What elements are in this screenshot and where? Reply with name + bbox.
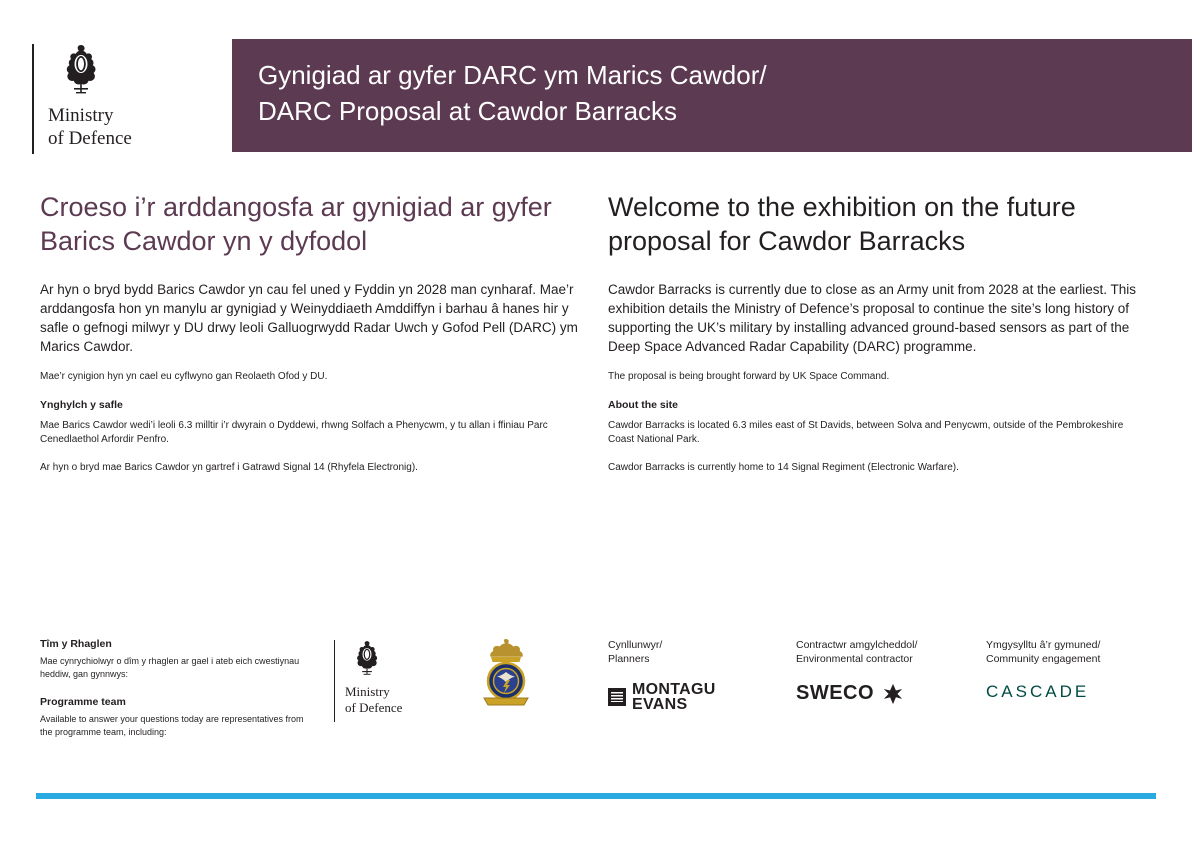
mod-logo-line1: Ministry bbox=[345, 684, 390, 699]
page-header bbox=[0, 0, 1192, 152]
partner-planners-label-english: Planners bbox=[608, 653, 650, 665]
welsh-note: Mae’r cynigion hyn yn cael eu cyflwyno gan Reolaeth Ofod y DU. bbox=[40, 371, 328, 382]
mod-logo-line1: Ministry bbox=[48, 105, 114, 126]
welsh-paragraph-2: Ar hyn o bryd mae Barics Cawdor yn gartref i Gatrawd Signal 14 (Rhyfela Electronig). bbox=[40, 462, 418, 473]
mod-logo-footer bbox=[334, 640, 454, 722]
programme-team-heading-welsh: Tîm y Rhaglen bbox=[40, 638, 112, 650]
montagu-evans-logo bbox=[608, 682, 716, 712]
partner-planners-label bbox=[608, 638, 716, 666]
welsh-subheading: Ynghylch y safle bbox=[40, 399, 123, 411]
english-paragraph-1: Cawdor Barracks is located 6.3 miles east of St Davids, between Solva and Penycwm, outside of the Pembrokeshire Coast National Park. bbox=[608, 420, 1124, 445]
partner-planners bbox=[608, 638, 716, 712]
partner-planners-label-welsh: Cynllunwyr/ bbox=[608, 639, 663, 651]
english-lead-paragraph: Cawdor Barracks is currently due to close as an Army unit from 2028 at the earliest. This exhibition details the Ministry of Defence’s proposal to continue the site’s long history of supporting the UK’s military by installing advanced ground-based sensors as part of the Deep Space Advanced Radar Capability (DARC) programme. bbox=[608, 282, 1136, 354]
bottom-accent-rule bbox=[36, 793, 1156, 799]
partner-community-label-english: Community engagement bbox=[986, 653, 1101, 665]
partner-environmental-label-english: Environmental contractor bbox=[796, 653, 913, 665]
montagu-evans-line2: EVANS bbox=[632, 696, 688, 713]
montagu-evans-mark-icon bbox=[608, 688, 626, 706]
sweco-logo bbox=[796, 682, 917, 705]
page-title bbox=[258, 57, 1158, 129]
mod-logo bbox=[32, 44, 202, 154]
welsh-heading: Croeso i’r arddangosfa ar gynigiad ar gyfer Barics Cawdor yn y dyfodol bbox=[40, 192, 552, 256]
welsh-lead-paragraph: Ar hyn o bryd bydd Barics Cawdor yn cau fel uned y Fyddin yn 2028 man cynharaf. Mae’r arddangosfa hon yn manylu ar gynigiad y Weinyddiaeth Amddiffyn i barhau â hanes hir y safle o gefnogi milwyr y DU drwy leoli Galluogrwydd Radar Uwch y Gofod Pell (DARC) ym Marics Cawdor. bbox=[40, 282, 578, 354]
english-column bbox=[608, 190, 1148, 489]
programme-team-body-welsh: Mae cynrychiolwyr o dîm y rhaglen ar gael i ateb eich cwestiynau heddiw, gan gynnwys: bbox=[40, 656, 300, 679]
page-title-welsh: Gynigiad ar gyfer DARC ym Marics Cawdor/ bbox=[258, 60, 767, 90]
partner-environmental-label bbox=[796, 638, 917, 666]
page-title-english: DARC Proposal at Cawdor Barracks bbox=[258, 96, 678, 126]
english-note: The proposal is being brought forward by UK Space Command. bbox=[608, 371, 890, 382]
mod-crest-icon bbox=[351, 640, 383, 677]
mod-logo-wordmark bbox=[345, 684, 454, 716]
welsh-paragraph-1: Mae Barics Cawdor wedi’i leoli 6.3 milltir i’r dwyrain o Dyddewi, rhwng Solfach a Phenycwm, y tu allan i ffiniau Parc Cenedlaethol Arfordir Penfro. bbox=[40, 420, 548, 445]
mod-crest-icon bbox=[58, 44, 104, 96]
regimental-crest-icon bbox=[478, 636, 534, 716]
english-subheading: About the site bbox=[608, 399, 678, 411]
programme-team-body-english: Available to answer your questions today are representatives from the programme team, including: bbox=[40, 714, 304, 737]
partner-environmental-label-welsh: Contractwr amgylcheddol/ bbox=[796, 639, 918, 651]
english-paragraph-2: Cawdor Barracks is currently home to 14 Signal Regiment (Electronic Warfare). bbox=[608, 462, 959, 473]
sweco-mark-icon bbox=[882, 683, 904, 705]
programme-team-heading-english: Programme team bbox=[40, 696, 126, 708]
partner-community-label-welsh: Ymgysylltu â’r gymuned/ bbox=[986, 639, 1101, 651]
montagu-evans-line1: MONTAGU bbox=[632, 681, 716, 698]
welsh-column bbox=[40, 190, 580, 489]
mod-logo-line2: of Defence bbox=[345, 700, 403, 715]
partner-environmental bbox=[796, 638, 917, 705]
sweco-wordmark: SWECO bbox=[796, 682, 875, 704]
partner-community bbox=[986, 638, 1100, 702]
english-heading: Welcome to the exhibition on the future proposal for Cawdor Barracks bbox=[608, 192, 1076, 256]
partner-community-label bbox=[986, 638, 1100, 666]
mod-logo-line2: of Defence bbox=[48, 128, 132, 149]
montagu-evans-wordmark bbox=[632, 682, 716, 712]
programme-team-block bbox=[40, 638, 315, 754]
mod-logo-wordmark bbox=[48, 104, 202, 150]
cascade-logo: CASCADE bbox=[986, 682, 1090, 701]
